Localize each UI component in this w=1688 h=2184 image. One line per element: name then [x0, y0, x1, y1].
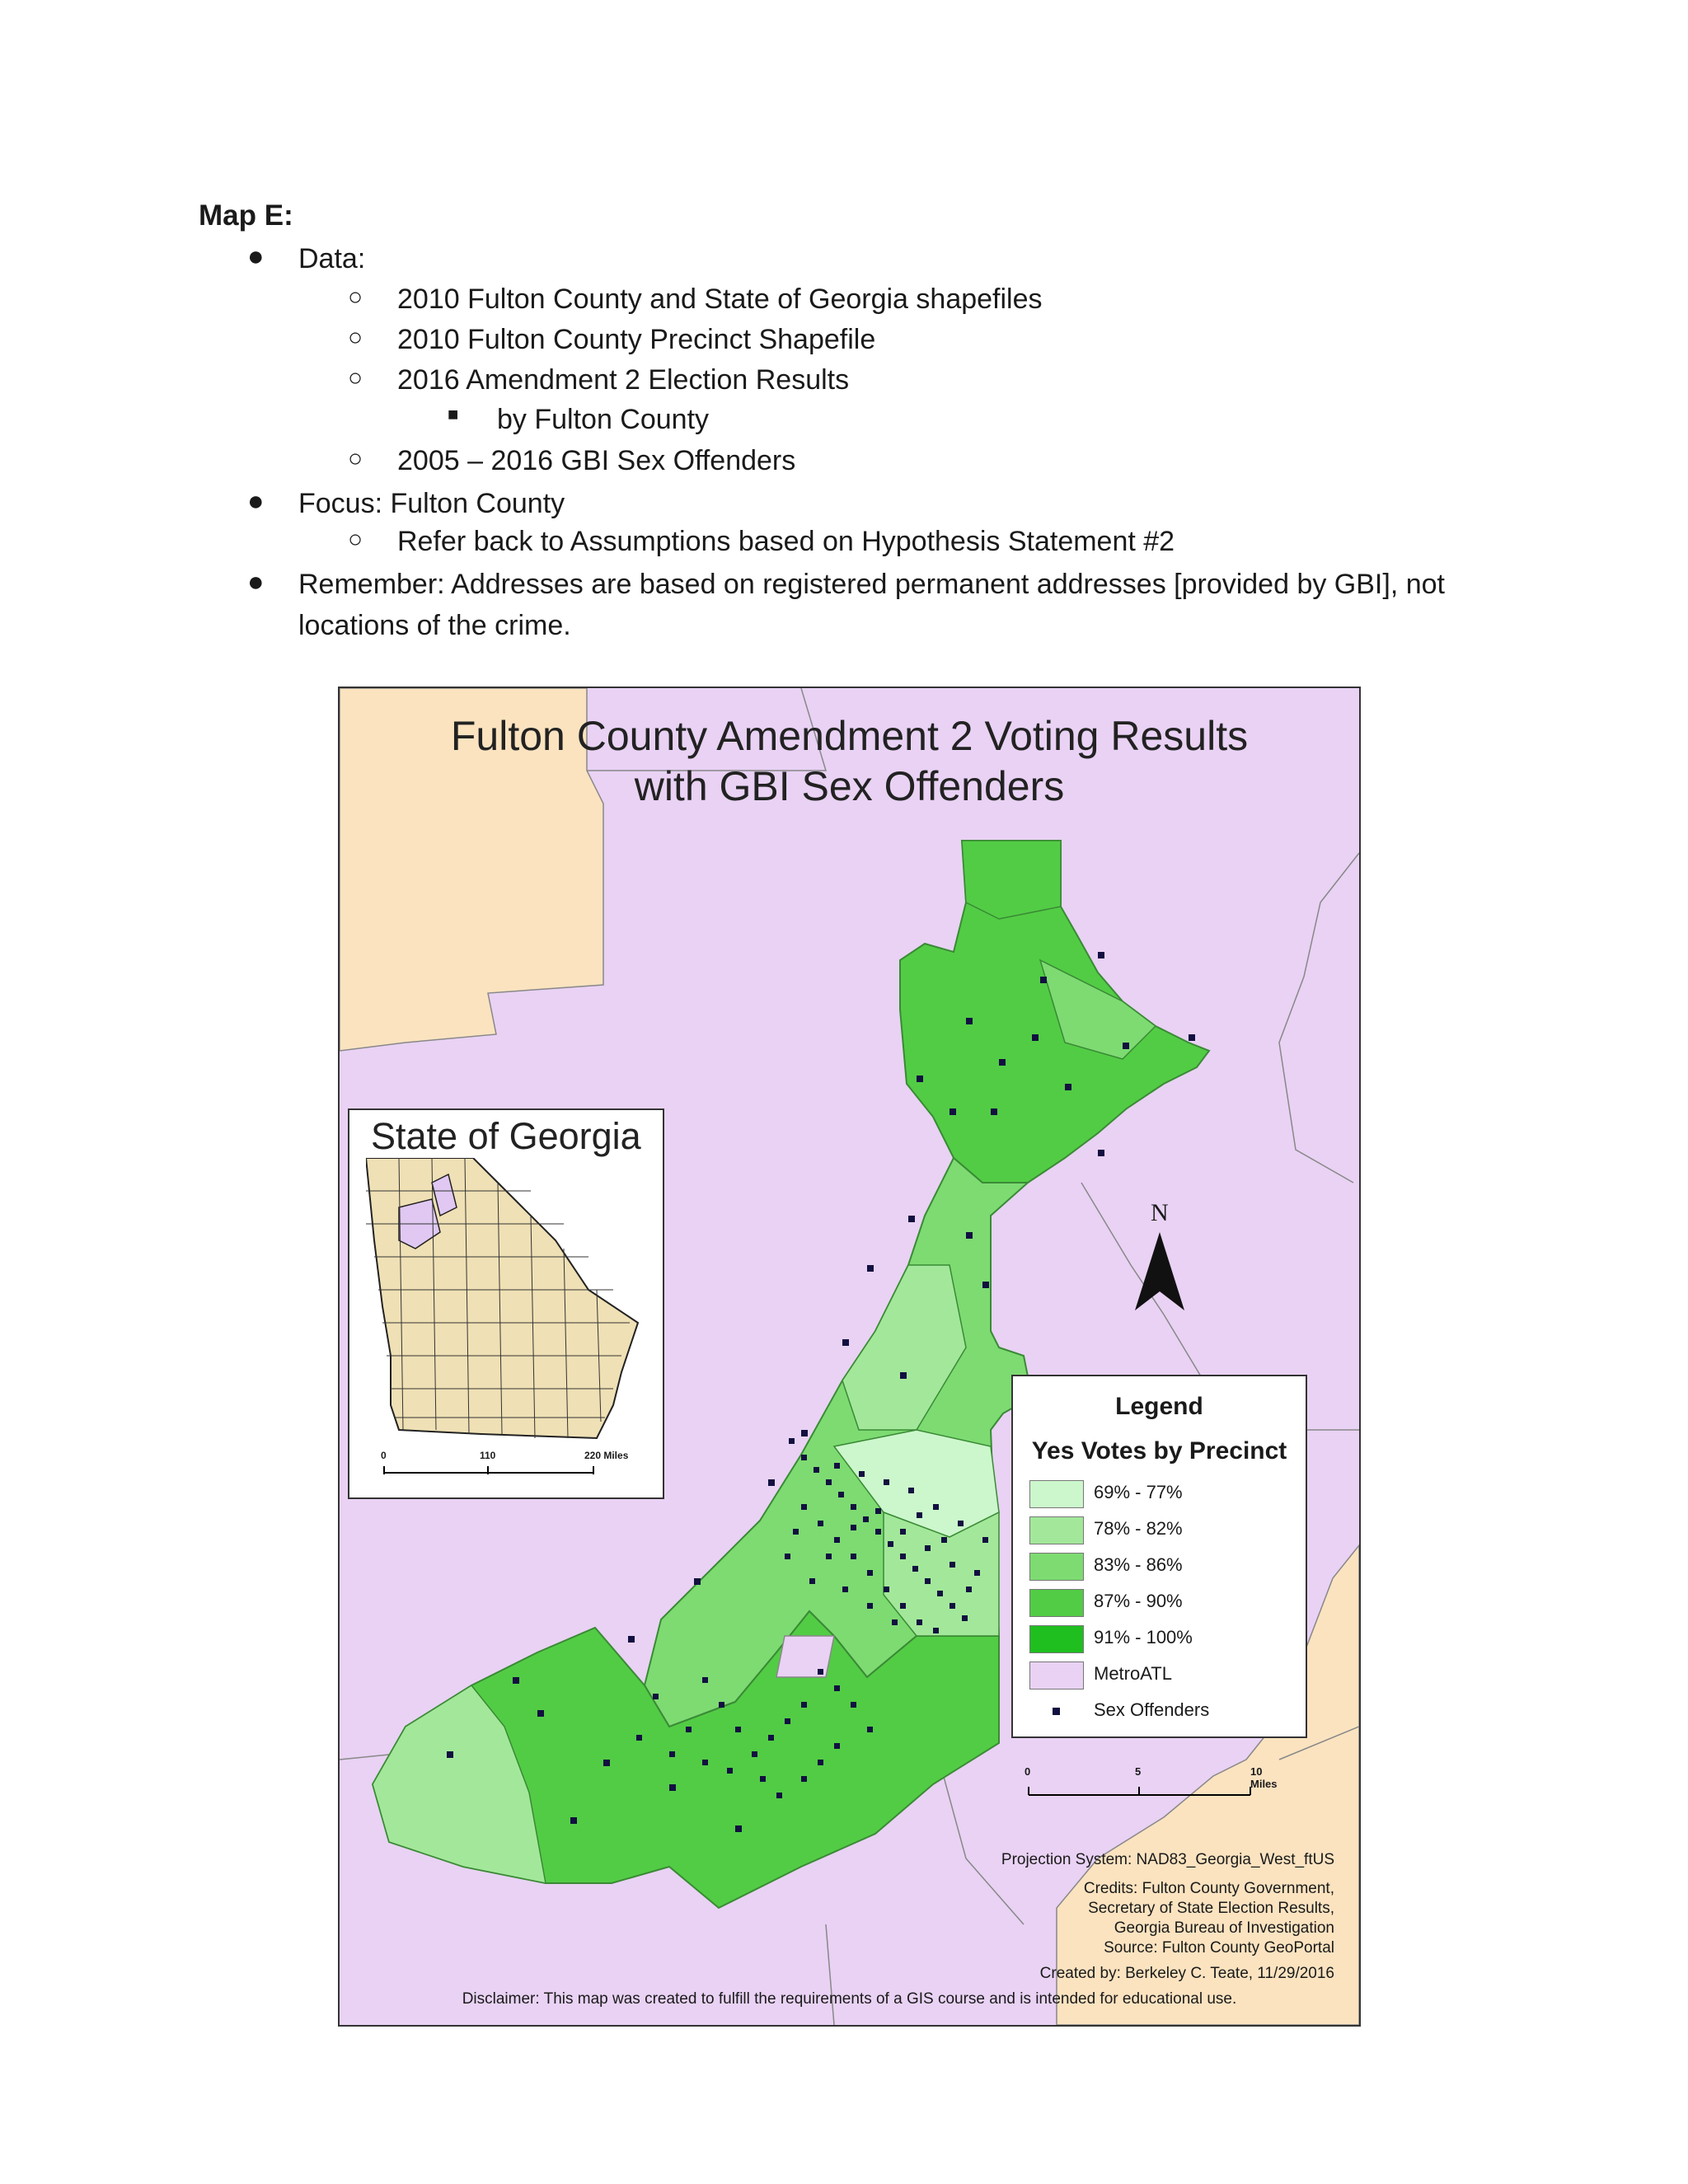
data-item: 2010 Fulton County and State of Georgia shapefiles	[397, 284, 1043, 315]
data-item: 2005 – 2016 GBI Sex Offenders	[397, 445, 796, 476]
map-legend	[1011, 1375, 1307, 1738]
bullet-remember-cont: locations of the crime.	[298, 610, 571, 641]
credits-line: Georgia Bureau of Investigation	[1114, 1919, 1334, 1937]
section-heading: Map E:	[199, 199, 293, 232]
county-border	[1279, 853, 1359, 1183]
north-label: N	[1151, 1199, 1169, 1226]
data-item: 2010 Fulton County Precinct Shapefile	[397, 324, 876, 355]
legend-item	[1029, 1661, 1293, 1690]
data-item: 2016 Amendment 2 Election Results	[397, 364, 850, 396]
legend-item	[1029, 1480, 1293, 1508]
circle-bullet-icon: ○	[348, 324, 363, 351]
legend-label: MetroATL	[1094, 1663, 1172, 1684]
legend-swatch	[1029, 1480, 1084, 1508]
scale-label: 10 Miles	[1250, 1765, 1278, 1790]
legend-item	[1029, 1553, 1293, 1581]
map-title-line2: with GBI Sex Offenders	[634, 763, 1065, 809]
legend-swatch	[1029, 1516, 1084, 1544]
scale-label: 0	[1025, 1765, 1031, 1778]
sex-offender-point-icon	[1053, 1708, 1060, 1715]
scale-label: 5	[1135, 1765, 1142, 1778]
circle-bullet-icon: ○	[348, 445, 363, 472]
north-arrow-icon	[1131, 1232, 1189, 1315]
legend-title: Legend	[1115, 1393, 1203, 1420]
disclaimer-text: Disclaimer: This map was created to fulfill the requirements of a GIS course and is intended for educational use.	[462, 1990, 1237, 2008]
map-scalebar	[1025, 1765, 1292, 1807]
legend-label: Sex Offenders	[1094, 1699, 1210, 1720]
legend-label: 69% - 77%	[1094, 1482, 1183, 1502]
legend-item	[1029, 1698, 1293, 1726]
data-subitem: by Fulton County	[497, 404, 710, 435]
legend-swatch	[1029, 1589, 1084, 1617]
map-title-line1: Fulton County Amendment 2 Voting Results	[450, 713, 1249, 759]
inset-scale-label: 220 Miles	[584, 1450, 629, 1461]
inset-scale-label: 0	[381, 1450, 387, 1461]
credits-line: Credits: Fulton County Government,	[1083, 1880, 1334, 1897]
legend-label: 83% - 86%	[1094, 1554, 1183, 1575]
legend-label: 87% - 90%	[1094, 1591, 1183, 1611]
circle-bullet-icon: ○	[348, 526, 363, 553]
legend-label: 91% - 100%	[1094, 1627, 1193, 1647]
inset-scale-label: 110	[480, 1450, 496, 1461]
precinct-dark	[962, 841, 1061, 919]
metro-enclave	[776, 1636, 834, 1677]
legend-swatch	[1029, 1661, 1084, 1690]
legend-subtitle: Yes Votes by Precinct	[1031, 1437, 1287, 1465]
bullet-focus: Focus: Fulton County	[298, 488, 565, 519]
map-title	[340, 711, 1359, 812]
legend-item	[1029, 1625, 1293, 1653]
legend-swatch	[1029, 1625, 1084, 1653]
bullet-remember: Remember: Addresses are based on registered permanent addresses [provided by GBI], not	[298, 569, 1445, 600]
bullet-data-label: Data:	[298, 243, 366, 274]
inset-title: State of Georgia	[371, 1115, 641, 1157]
scalebar-line	[1028, 1782, 1275, 1798]
legend-item	[1029, 1516, 1293, 1544]
inset-scalebar	[382, 1465, 597, 1476]
source-text: Source: Fulton County GeoPortal	[1104, 1939, 1334, 1957]
projection-text: Projection System: NAD83_Georgia_West_ftUS	[1001, 1851, 1334, 1868]
map-figure	[338, 687, 1361, 2027]
circle-bullet-icon: ○	[348, 364, 363, 391]
georgia-inset-map	[348, 1108, 664, 1499]
legend-label: 78% - 82%	[1094, 1518, 1183, 1539]
legend-item	[1029, 1589, 1293, 1617]
circle-bullet-icon: ○	[348, 284, 363, 311]
county-border	[826, 1924, 834, 2025]
bullet-icon: ●	[247, 566, 265, 598]
square-bullet-icon: ■	[448, 404, 459, 424]
credits-line: Secretary of State Election Results,	[1088, 1900, 1334, 1917]
focus-item: Refer back to Assumptions based on Hypothesis Statement #2	[397, 526, 1175, 557]
created-by-text: Created by: Berkeley C. Teate, 11/29/2016	[1039, 1965, 1334, 1982]
north-arrow	[1131, 1199, 1189, 1315]
legend-swatch	[1029, 1553, 1084, 1581]
georgia-outline	[366, 1158, 646, 1446]
bullet-icon: ●	[247, 485, 265, 517]
bullet-icon: ●	[247, 241, 265, 272]
